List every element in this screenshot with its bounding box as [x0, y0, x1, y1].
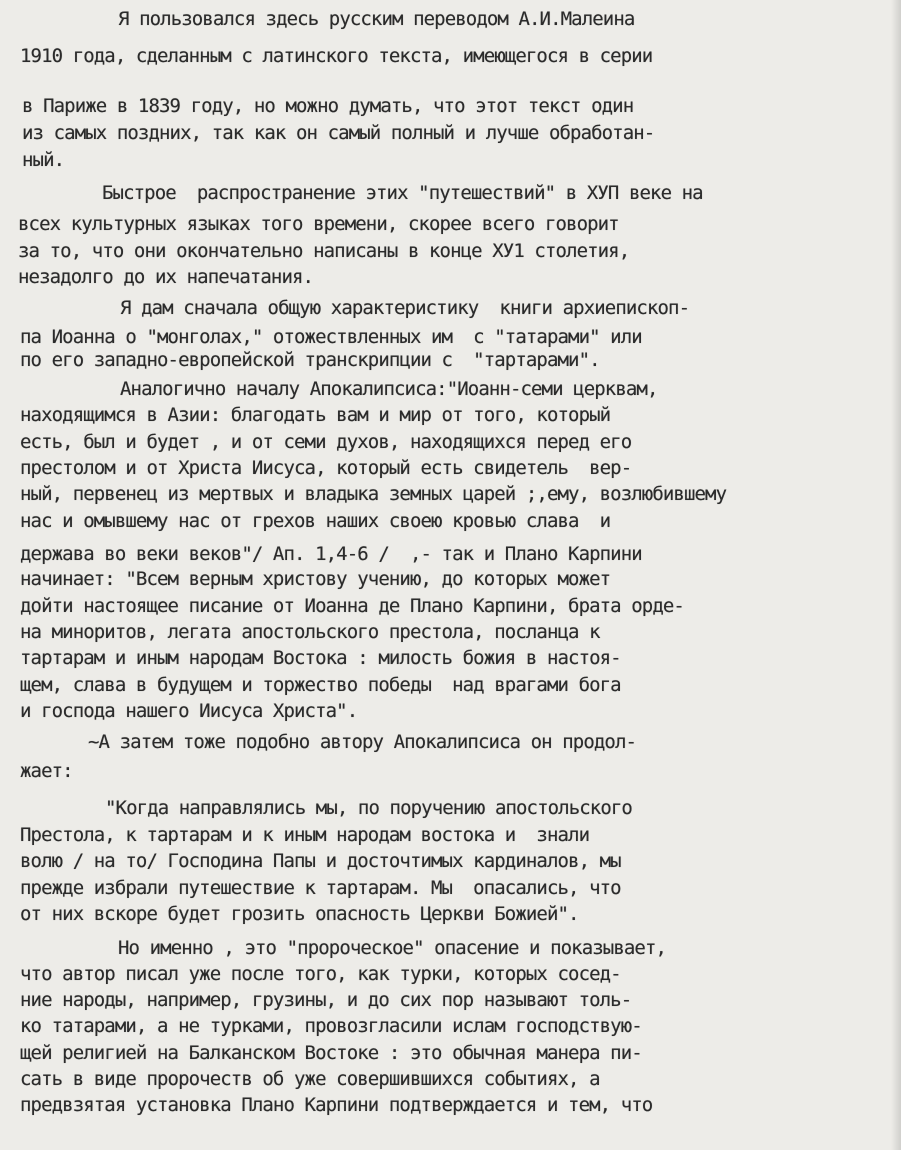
text-line: из самых поздних, так как он самый полный и лучше обработан- [22, 122, 655, 144]
text-line: по его западно-европейской транскрипции с "тартарами". [20, 349, 600, 371]
text-line: находящимся в Азии: благодать вам и мир от того, который [20, 404, 611, 426]
text-line: ный, первенец из мертвых и владыка земных царей ;,ему, возлюбившему [20, 483, 727, 505]
text-line: Я дам сначала общую характеристику книги архиепископ- [120, 297, 690, 319]
text-line: и господа нашего Иисуса Христа". [20, 700, 358, 722]
text-line: Аналогично началу Апокалипсиса:"Иоанн-семи церквам, [120, 378, 658, 400]
text-line: незадолго до их напечатания. [18, 266, 314, 288]
text-line: Я пользовался здесь русским переводом А.И.Малеина [118, 8, 635, 30]
text-line: на миноритов, легата апостольского престола, посланца к [20, 621, 600, 643]
page-edge-shadow [891, 0, 901, 1150]
text-line: щей религией на Балканском Востоке : это обычная манера пи- [20, 1042, 642, 1064]
text-line: щем, слава в будущем и торжество победы над врагами бога [20, 674, 621, 696]
text-line: ~А затем тоже подобно автору Апокалипсиса он продол- [88, 731, 637, 753]
text-line: прежде избрали путешествие к тартарам. Мы опасались, что [20, 877, 621, 899]
text-line: волю / на то/ Господина Папы и досточтимых кардиналов, мы [20, 850, 621, 872]
text-line: за то, что они окончательно написаны в конце ХУ1 столетия, [18, 240, 630, 262]
text-line: в Париже в 1839 году, но можно думать, что этот текст один [22, 95, 634, 117]
text-line: ный. [22, 149, 65, 171]
text-line: сать в виде пророчеств об уже совершившихся событиях, а [20, 1068, 600, 1090]
text-line: дойти настоящее писание от Иоанна де Плано Карпини, брата орде- [20, 595, 684, 617]
text-line: держава во веки веков"/ Ап. 1,4-6 / ,- так и Плано Карпини [20, 543, 642, 565]
text-line: начинает: "Всем верным христову учению, до которых может [20, 568, 611, 590]
text-line: Быстрое распространение этих "путешествий" в ХУП веке на [102, 182, 703, 204]
text-line: ко татарами, а не турками, провозгласили ислам господствую- [20, 1015, 642, 1037]
text-line: что автор писал уже после того, как турки, которых сосед- [20, 963, 621, 985]
text-line: ние народы, например, грузины, и до сих пор называют толь- [20, 989, 632, 1011]
text-line: от них вскоре будет грозить опасность Церкви Божией". [20, 903, 579, 925]
text-line: жает: [20, 760, 73, 782]
text-line: тартарам и иным народам Востока : милость божия в настоя- [20, 647, 621, 669]
text-line: 1910 года, сделанным с латинского текста, имеющегося в серии [20, 45, 653, 67]
text-line: Но именно , это "пророческое" опасение и показывает, [118, 937, 667, 959]
text-line: есть, был и будет , и от семи духов, находящихся перед его [20, 431, 632, 453]
text-line: всех культурных языках того времени, скорее всего говорит [18, 213, 619, 235]
text-line: Престола, к тартарам и к иным народам востока и знали [20, 824, 590, 846]
text-line: па Иоанна о "монголах," отожествленных им с "татарами" или [20, 326, 642, 348]
text-line: предвзятая установка Плано Карпини подтверждается и тем, что [20, 1094, 653, 1116]
text-line: "Когда направлялись мы, по поручению апостольского [105, 797, 632, 819]
text-line: престолом и от Христа Иисуса, который есть свидетель вер- [20, 457, 632, 479]
text-line: нас и омывшему нас от грехов наших своею кровью слава и [20, 510, 611, 532]
